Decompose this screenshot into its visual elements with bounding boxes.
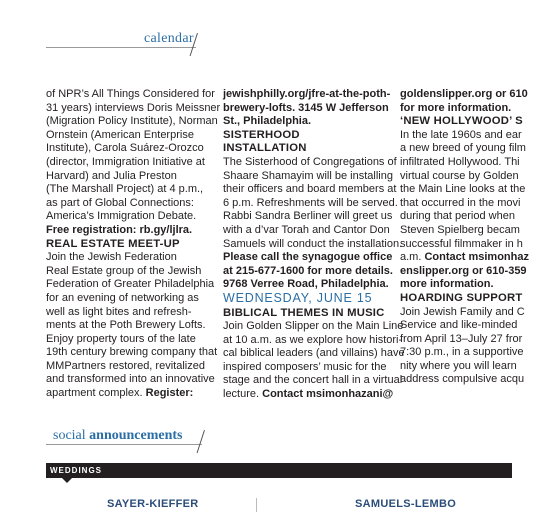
text-line: Real Estate group of the Jewish [46, 264, 202, 277]
weddings-banner [46, 463, 512, 478]
event-heading-hoarding-support: HOARDING SUPPORT [400, 291, 523, 304]
text-line: from April 13–July 27 fror [400, 332, 523, 345]
date-heading: WEDNESDAY, JUNE 15 [223, 290, 373, 305]
text-line: 31 years) interviews Doris Meissner [46, 101, 221, 114]
text-line: at 10 a.m. as we explore how histori- [223, 333, 403, 346]
text-line: ments at the Poth Brewery Lofts. [46, 319, 206, 332]
text-fragment: a.m. [400, 251, 425, 264]
text-line: (Migration Policy Institute), Norman [46, 115, 218, 128]
text-line: Federation of Greater Philadelphia [46, 278, 215, 291]
text-line: Join the Jewish Federation [46, 251, 177, 264]
register-label: Register: [145, 387, 194, 400]
text-line: as part of Global Connections: [46, 196, 194, 209]
text-line: brewery-lofts. 3145 W Jefferson [223, 101, 389, 114]
text-line: Enjoy property tours of the late [46, 332, 196, 345]
column-divider [256, 498, 257, 512]
text-fragment: apartment complex. [46, 387, 146, 400]
text-line: more information. [400, 278, 494, 291]
col3-body2 [400, 306, 540, 388]
contact-email[interactable]: goldenslipper.org or 610 [400, 88, 528, 100]
section-rule [46, 444, 202, 445]
text-line: Shaare Shamayim will be installing [223, 169, 393, 182]
text-line: that occurred in the movi [400, 196, 521, 209]
col2-top [223, 88, 391, 129]
text-line: Steven Spielberg becam [400, 223, 520, 236]
event-heading-real-estate: REAL ESTATE MEET-UP [46, 237, 180, 250]
text-line: the Main Line looks at the [400, 183, 526, 196]
col2-body2 [223, 320, 405, 402]
column-1 [46, 88, 221, 401]
text-line: virtual course by Golden [400, 169, 519, 182]
text-line: Join Jewish Family and C [400, 305, 525, 318]
col3-body1 [400, 129, 540, 292]
text-line: cal biblical leaders (and villains) have [223, 347, 405, 360]
text-line: 19th century brewing company that [46, 346, 218, 359]
text-line: (The Marshall Project) at 4 p.m., [46, 183, 204, 196]
text-line: Rabbi Sandra Berliner will greet us [223, 210, 393, 223]
text-line: for an evening of networking as [46, 291, 199, 304]
text-line: (director, Immigration Initiative at [46, 155, 205, 168]
text-line: MMPartners restored, revitalized [46, 359, 205, 372]
section-title-part: announcements [89, 428, 183, 443]
text-line: Ornstein (American Enterprise [46, 128, 194, 141]
event-heading-new-hollywood: ‘NEW HOLLYWOOD’ S [400, 115, 523, 128]
text-line: and transformed into an innovative [46, 373, 215, 386]
col2-body1 [223, 155, 403, 292]
text-line: Join Golden Slipper on the Main Line [223, 320, 404, 333]
text-line: St., Philadelphia. [223, 115, 312, 128]
text-line: Service and like-minded [400, 319, 518, 332]
text-line: with a d’var Torah and Cantor Don [223, 223, 390, 236]
text-line: Please call the synagogue office [223, 251, 393, 264]
text-line: nity where you will learn [400, 359, 517, 372]
text-fragment: lecture. [223, 388, 263, 401]
phone-number: at 215-677-1600 for more details. [223, 264, 393, 277]
col3-top [400, 88, 540, 115]
section-title-calendar: calendar [144, 31, 194, 46]
text-line: their officers and board members at [223, 183, 397, 196]
text-line: infiltrated Hollywood. Thi [400, 155, 520, 168]
text-line: a new breed of young film [400, 142, 526, 155]
text-line: for more information. [400, 101, 512, 114]
section-title-part: social [53, 428, 90, 443]
section-slash [197, 430, 205, 453]
text-line: during that period when [400, 210, 515, 223]
text-line [400, 251, 540, 265]
wedding-name: SAYER-KIEFFER [107, 498, 199, 510]
col1-intro [46, 88, 221, 238]
text-line: The Sisterhood of Congregations of [223, 155, 397, 168]
text-line: Harvard) and Julia Preston [46, 169, 177, 182]
wedding-name: SAMUELS-LEMBO [355, 498, 457, 510]
banner-notch [62, 478, 72, 483]
address: 9768 Verree Road, Philadelphia. [223, 278, 389, 291]
text-line: inspired composers’ music for the [223, 360, 387, 373]
text-line: Institute), Carola Suárez-Orozco [46, 142, 204, 155]
event-heading-sisterhood: SISTERHOOD INSTALLATION [223, 128, 307, 155]
column-3 [400, 88, 540, 387]
text-line: stage and the concert hall in a virtual [223, 374, 403, 387]
contact-email[interactable]: Contact msimonhaz [424, 251, 529, 264]
col1-body [46, 251, 218, 401]
weddings-label: WEDDINGS [50, 466, 102, 475]
text-line: well as light bites and refresh- [46, 305, 192, 318]
contact-email[interactable]: Contact msimonhazani@ [262, 388, 394, 401]
text-line: In the late 1960s and ear [400, 128, 522, 141]
text-line [46, 387, 208, 401]
text-line: Samuels will conduct the installation. [223, 237, 403, 250]
text-line: address compulsive acqu [400, 373, 525, 386]
registration-link[interactable]: Free registration: rb.gy/ljlra. [46, 223, 193, 236]
section-title-social-announcements [53, 428, 183, 444]
text-line: of NPR’s All Things Considered for [46, 88, 215, 100]
text-line: successful filmmaker in h [400, 237, 523, 250]
registration-url[interactable]: jewishphilly.org/jfre-at-the-poth- [223, 88, 391, 100]
text-line: enslipper.org or 610-359 [400, 264, 527, 277]
text-line: America’s Immigration Debate. [46, 210, 197, 223]
section-rule [46, 47, 196, 48]
text-line [223, 388, 394, 402]
event-heading-biblical-themes: BIBLICAL THEMES IN MUSIC [223, 306, 385, 319]
text-line: 6 p.m. Refreshments will be served. [223, 196, 398, 209]
text-line: 7:30 p.m., in a supportive [400, 346, 524, 359]
column-2 [223, 88, 405, 402]
